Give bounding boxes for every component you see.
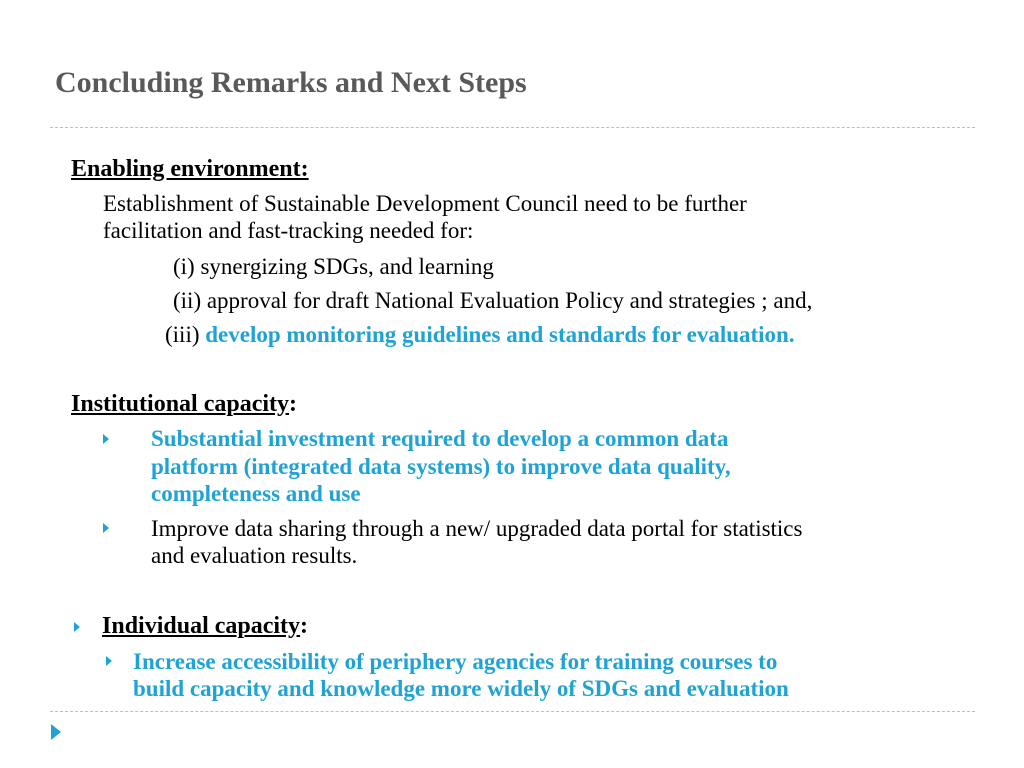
individual-heading-colon: : [300, 613, 309, 639]
title-divider [50, 127, 975, 128]
enabling-heading [71, 156, 309, 183]
institutional-bullet-1-arrow-icon [103, 434, 109, 444]
institutional-bullet-1-line3: completeness and use [151, 481, 361, 506]
institutional-heading [71, 391, 297, 418]
individual-heading-text: Individual capacity [102, 613, 301, 639]
individual-bullet-1-line2: build capacity and knowledge more widely of SDGs and evaluation [133, 676, 789, 701]
slide-title: Concluding Remarks and Next Steps [55, 66, 527, 99]
institutional-bullet-2-arrow-icon [103, 523, 109, 533]
footer-divider [50, 711, 975, 712]
enabling-item-3-highlight: develop monitoring guidelines and standards for evaluation. [205, 322, 795, 347]
institutional-bullet-1-line1: Substantial investment required to develop a common data [151, 426, 729, 451]
enabling-item-3-prefix: (iii) [165, 322, 206, 347]
institutional-bullet-1-line2: platform (integrated data systems) to improve data quality, [151, 454, 731, 479]
individual-sub-bullet-arrow-icon [106, 656, 112, 666]
institutional-bullet-2-line1: Improve data sharing through a new/ upgraded data portal for statistics [151, 516, 803, 541]
enabling-intro-line1: Establishment of Sustainable Development Council need to be further [103, 191, 747, 216]
enabling-item-3 [165, 321, 795, 348]
individual-heading [102, 613, 308, 640]
institutional-heading-text: Institutional capacity [71, 391, 290, 417]
enabling-heading-text: Enabling environment: [71, 156, 309, 182]
enabling-item-1: (i) synergizing SDGs, and learning [173, 254, 494, 279]
enabling-item-2: (ii) approval for draft National Evaluation Policy and strategies ; and, [173, 288, 813, 313]
footer-arrow-icon [51, 724, 61, 740]
individual-bullet-1-line1: Increase accessibility of periphery agencies for training courses to [133, 649, 778, 674]
enabling-intro-line2: facilitation and fast-tracking needed for: [103, 218, 474, 243]
individual-bullet-arrow-icon [74, 622, 80, 632]
institutional-bullet-2-line2: and evaluation results. [151, 543, 358, 568]
institutional-heading-colon: : [289, 391, 298, 417]
